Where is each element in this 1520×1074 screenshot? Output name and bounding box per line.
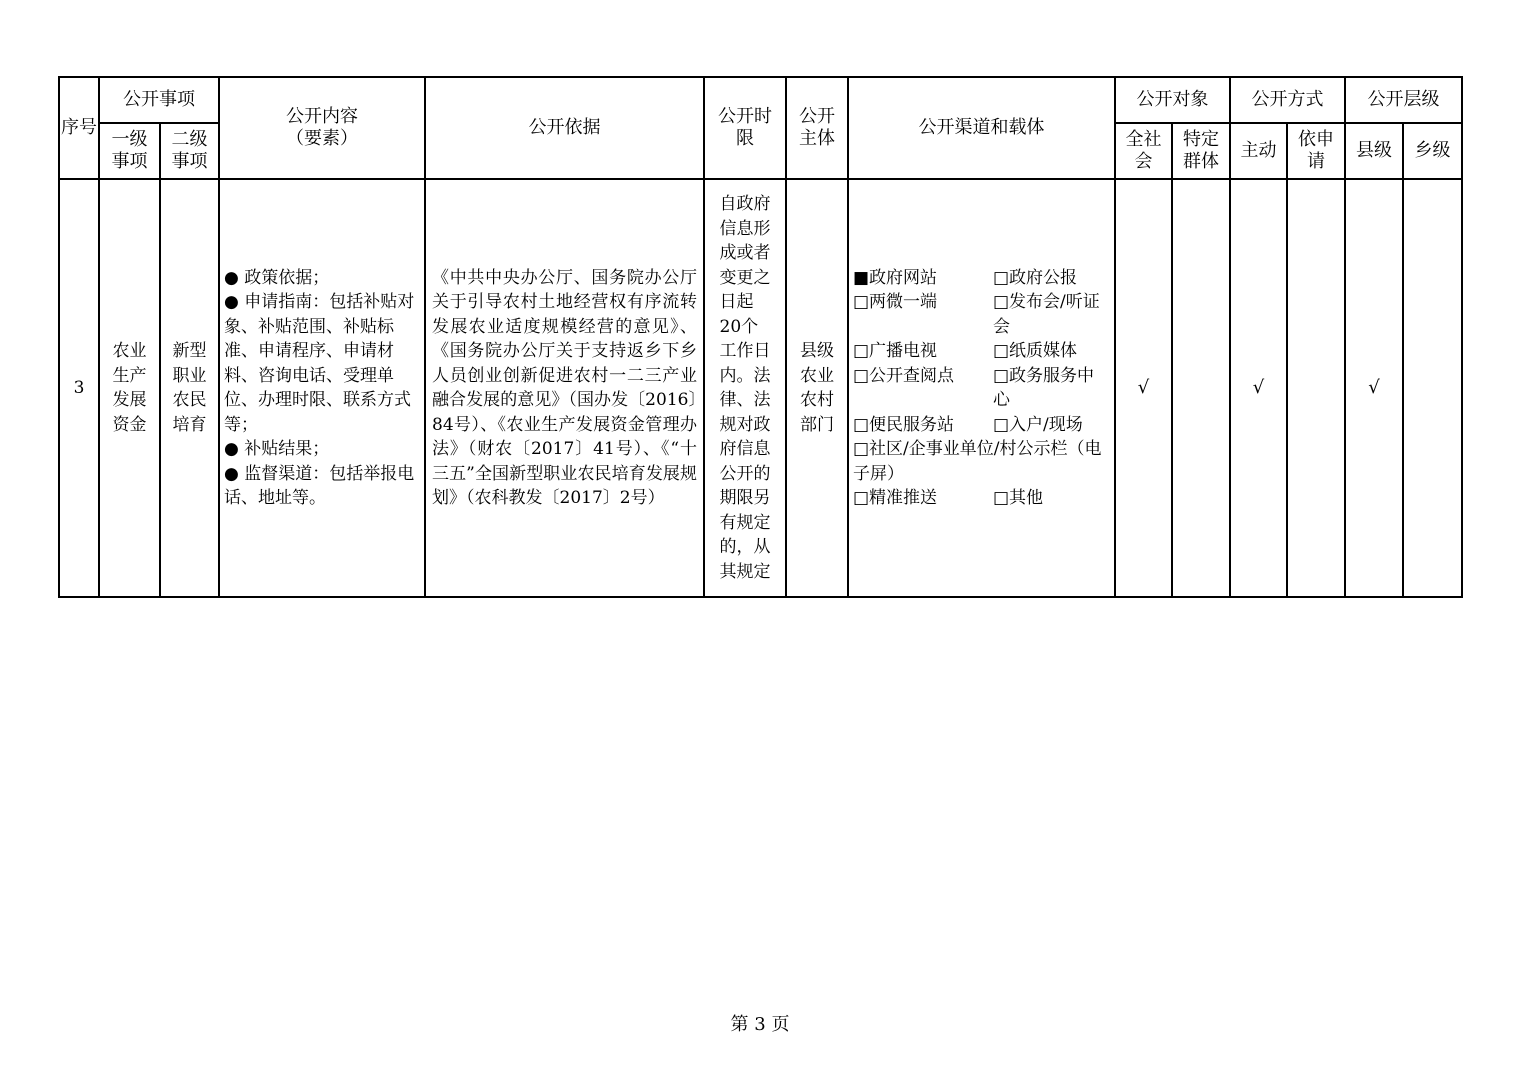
cell-item-l2: 新型职业农民培育 bbox=[160, 179, 219, 597]
header-method: 公开方式 bbox=[1230, 77, 1345, 123]
header-seq: 序号 bbox=[59, 77, 99, 179]
table-row bbox=[59, 179, 1462, 597]
cell-time-limit: 自政府信息形成或者变更之日起20个工作日内。法律、法规对政府信息公开的期限另有规定的，从其规定 bbox=[704, 179, 786, 597]
cell-channels bbox=[848, 179, 1115, 597]
channel-service-center: □政务服务中心 bbox=[993, 365, 1095, 410]
channel-household: □入户/现场 bbox=[993, 414, 1083, 435]
header-method-active: 主动 bbox=[1230, 123, 1287, 179]
cell-target-all: √ bbox=[1115, 179, 1172, 597]
channel-press-conference: □发布会/听证会 bbox=[993, 292, 1100, 337]
header-item-l2: 二级事项 bbox=[160, 123, 219, 179]
channel-broadcast-tv: □广播电视 bbox=[853, 341, 938, 361]
cell-level-county: √ bbox=[1345, 179, 1403, 597]
header-level: 公开层级 bbox=[1345, 77, 1462, 123]
cell-content bbox=[219, 179, 425, 597]
header-channel: 公开渠道和载体 bbox=[848, 77, 1115, 179]
content-item: ● 监督渠道：包括举报电话、地址等。 bbox=[224, 463, 415, 508]
content-item: ● 补贴结果； bbox=[224, 439, 330, 459]
cell-method-active: √ bbox=[1230, 179, 1287, 597]
disclosure-table-container bbox=[58, 76, 1461, 598]
header-basis: 公开依据 bbox=[425, 77, 704, 179]
cell-basis: 《中共中央办公厅、国务院办公厅关于引导农村土地经营权有序流转发展农业适度规模经营的意见》、《国务院办公厅关于支持返乡下乡人员创业创新促进农村一二三产业融合发展的意见》（国办发〔2016〕84号）、《农业生产发展资金管理办法》（财农〔2017〕41号）、《“十三五”全国新型职业农民培育发展规划》（农科教发〔2017〕2号） bbox=[425, 179, 704, 597]
disclosure-table bbox=[58, 76, 1463, 598]
page-number: 第 3 页 bbox=[730, 1014, 790, 1035]
header-level-county: 县级 bbox=[1345, 123, 1403, 179]
channel-reading-point: □公开查阅点 bbox=[853, 365, 955, 386]
channel-gov-gazette: □政府公报 bbox=[993, 267, 1078, 288]
cell-method-apply bbox=[1287, 179, 1345, 597]
cell-subject: 县级农业农村部门 bbox=[786, 179, 848, 597]
header-content: 公开内容 （要素） bbox=[219, 77, 425, 179]
channel-paper-media: □纸质媒体 bbox=[993, 341, 1078, 361]
header-target-all: 全社会 bbox=[1115, 123, 1172, 179]
channel-service-station: □便民服务站 bbox=[853, 414, 955, 435]
header-method-apply: 依申请 bbox=[1287, 123, 1345, 179]
channel-gov-website: ■政府网站 bbox=[853, 267, 938, 288]
cell-item-l1: 农业生产发展资金 bbox=[99, 179, 160, 597]
content-item: ● 申请指南：包括补贴对象、补贴范围、补贴标准、申请程序、申请材料、咨询电话、受理单位、办理时限、联系方式等； bbox=[224, 292, 415, 435]
header-level-town: 乡级 bbox=[1403, 123, 1462, 179]
header-time-limit: 公开时限 bbox=[704, 77, 786, 179]
header-target: 公开对象 bbox=[1115, 77, 1230, 123]
cell-target-specific bbox=[1172, 179, 1230, 597]
header-subject: 公开主体 bbox=[786, 77, 848, 179]
channel-wechat-weibo-app: □两微一端 bbox=[853, 292, 938, 312]
content-item: ● 政策依据； bbox=[224, 267, 330, 288]
channel-bulletin-board: □社区/企事业单位/村公示栏（电子屏） bbox=[853, 439, 1102, 484]
header-item: 公开事项 bbox=[99, 77, 219, 123]
channel-other: □其他 bbox=[993, 488, 1044, 508]
channel-targeted-push: □精准推送 bbox=[853, 488, 938, 508]
cell-seq: 3 bbox=[59, 179, 99, 597]
header-item-l1: 一级事项 bbox=[99, 123, 160, 179]
header-target-specific: 特定群体 bbox=[1172, 123, 1230, 179]
cell-level-town bbox=[1403, 179, 1462, 597]
